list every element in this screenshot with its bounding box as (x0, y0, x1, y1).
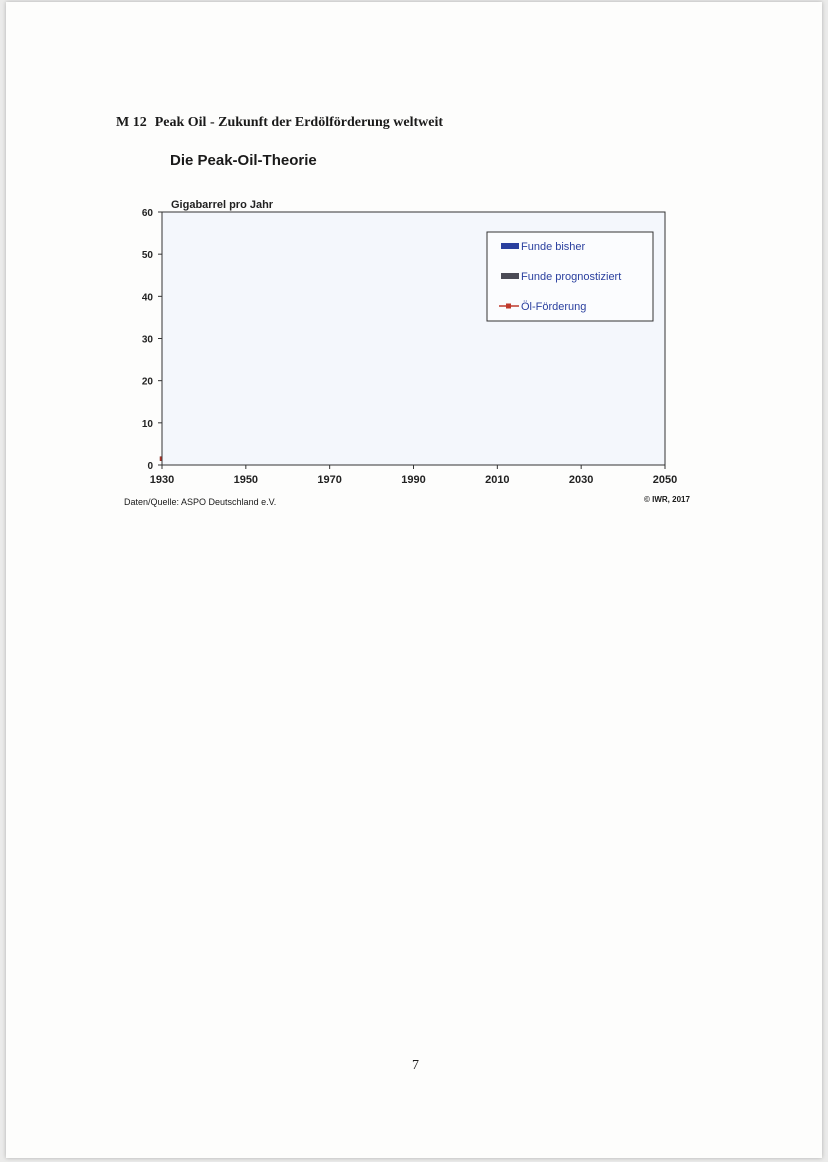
copyright-note: © IWR, 2017 (644, 495, 690, 504)
x-tick-label: 1930 (149, 474, 175, 486)
peak-oil-chart (0, 0, 828, 520)
heading-text: Peak Oil - Zukunft der Erdölförderung weltweit (154, 115, 444, 130)
x-tick-label: 1990 (401, 474, 426, 486)
heading-code: M 12 (116, 115, 147, 130)
y-axis-label: Gigabarrel pro Jahr (171, 199, 274, 211)
legend-marker (506, 304, 511, 309)
legend-label: Funde prognostiziert (521, 271, 622, 283)
y-tick-label: 60 (141, 208, 153, 219)
legend-swatch (501, 273, 519, 279)
chart-title: Die Peak-Oil-Theorie (170, 152, 317, 169)
x-tick-label: 2010 (485, 474, 510, 486)
y-tick-label: 10 (141, 418, 153, 430)
y-tick-label: 40 (141, 292, 153, 304)
y-tick-label: 20 (141, 376, 153, 388)
x-tick-label: 1970 (317, 474, 342, 486)
legend-label: Funde bisher (521, 241, 586, 253)
legend-label: Öl-Förderung (521, 301, 587, 313)
page-number: 7 (412, 1058, 419, 1073)
y-tick-label: 30 (141, 334, 153, 346)
x-tick-label: 2050 (652, 474, 678, 486)
y-tick-label: 0 (147, 461, 153, 472)
legend-swatch (501, 243, 519, 249)
x-tick-label: 1950 (233, 474, 259, 486)
y-tick-label: 50 (141, 250, 153, 262)
chart-legend (487, 232, 653, 321)
x-tick-label: 2030 (568, 474, 594, 486)
source-note: Daten/Quelle: ASPO Deutschland e.V. (124, 497, 277, 507)
